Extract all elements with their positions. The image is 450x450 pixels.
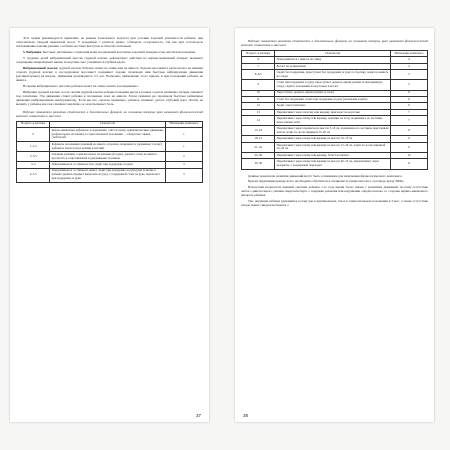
age-cell: 14 <box>242 116 275 126</box>
paragraph: Вибрация грудной клетки: после сжатия грудной клетки ребенка пальцами кисти в разных отделах ритмично пальцы смещают под лопатками. Эти движения ставят ребенка в положение лежа на животе. Затем сжимаем раз производя быстрые ритмичные движения (вибрационным инструментом). Если вы все сделали правильно, ребенок начинает делать глубокий вдох. Чтобы не вызвать у ребенка массаж слишком энергично, и он испытывает боль. <box>16 89 203 107</box>
chest-massage-paragraph <box>16 66 203 83</box>
table-row <box>242 126 428 136</box>
table-caption: Ведущие показатели развития статических и двигательных функций, на основании которых врач назначает физиологический комплекс гимнастики и массажа <box>16 109 203 118</box>
indicator-cell: Поворачивается со спины на бок; сидит при поддержке за руки <box>50 162 165 168</box>
header-indicators: Показатели <box>50 121 165 127</box>
complex-cell: 3 <box>165 162 202 168</box>
age-cell: 15–18 <box>242 126 275 136</box>
paragraph: Во время вибрационного массажа ребенок может на спине лежать и попеременно. <box>23 84 139 89</box>
paragraph: Вследствие незрелости нервной системы ребенок 1-го года жизни тесно связан с развитием движений, поэтому отсутствие любого двигательного умения свидетельствует о задержке развития или нарушении «предпосылок» со стороны нервно-мышечного аппарата ребенка. <box>241 185 428 198</box>
age-cell: 10 <box>242 90 275 96</box>
complex-cell: 6 <box>390 103 427 109</box>
complex-cell: 3 <box>165 168 202 182</box>
age-cell: 18–21 <box>242 136 275 142</box>
age-cell: 9 <box>242 80 275 90</box>
complex-cell: 2 <box>165 152 202 162</box>
indicator-cell: Перешагивает через палку или веревку, лежащие на полу, поднимаясь по лестнице переставляет ноги <box>275 116 390 126</box>
table-row <box>17 152 203 162</box>
indicator-cell: Ходит самостоятельно <box>275 103 390 109</box>
complex-cell: 7 <box>390 116 427 126</box>
paragraph: При их нарушении прежде всего необходимо обратиться к специалисту (невропатологу, ортопеду, врачу ЛФК). <box>248 179 405 184</box>
age-cell: 3–4 <box>17 162 50 168</box>
header-complex: Назначение комплекса <box>165 121 202 127</box>
header-age: Возраст, в месяцах <box>17 121 50 127</box>
complex-cell: 8 <box>390 126 427 136</box>
age-cell: 3–3,5 <box>17 152 50 162</box>
indicator-cell: Переступает, держась двумя руками за опору <box>275 90 390 96</box>
development-table-left <box>16 121 203 183</box>
complex-cell: 1 <box>165 141 202 151</box>
vibration-paragraph-2: У грудных детей вибрационный массаж грудной клетки, рефлекторно действуя на нервно-мышечный аппарат, вызывает сокращение межреберных мышц, вследствие чего усиливается глубина вдоха. <box>16 55 203 65</box>
vibration-text: Быстрые, ритмичные сотрясения кожи и подкожной клетчатки ладонной поверхностью кисти или пальцами. <box>42 50 196 55</box>
age-cell: 1–2,5 <box>17 141 50 151</box>
age-cell: 11 <box>242 96 275 102</box>
indicator-cell: Рефлексы положения (лежащий на животе, вторично поднимает и удерживает голову), рефлексы плача (опора руками и ногами) <box>50 141 165 151</box>
complex-cell: 5 <box>390 80 427 90</box>
table-row <box>242 159 428 169</box>
indicator-cell: Перешагивает через предметы на высоте 5-10 см, поднимаясь по лестнице приставным шагом, ходит по доске шириной 15–20 см <box>275 126 390 136</box>
table-row <box>242 70 428 80</box>
right-page <box>235 28 434 422</box>
table-row <box>242 116 428 126</box>
complex-cell: 4 <box>390 57 427 63</box>
indicator-cell: Перешагивает через палку или веревку на высоте 15–20 см, ходит по доске шириной 15–20 см <box>275 142 390 152</box>
header-age: Возраст, в месяцах <box>242 51 275 57</box>
table-row <box>242 142 428 152</box>
complex-cell: 1 <box>165 127 202 141</box>
chest-massage-heading: Вибрационный массаж <box>23 65 58 70</box>
indicator-cell: Стоит при поддержке за руку, переступает, держась двумя руками за неподвижную опору, сидит в положении на корточках и встает <box>275 80 390 90</box>
intro-paragraph: Этот прием рекомендуется применять не раньше 4-месячного возраста при условии хорошей упитанности ребенка, при относительно твердой мышечной массе. У младенцев с рахитом нужно соблюдать осторожность, так как при остеопорозе поглаживание ключиц ранним, особенно костных выступов и областях позвонков. <box>16 36 203 49</box>
age-cell: 13 <box>242 109 275 115</box>
complex-cell: 7 <box>390 109 427 115</box>
age-cell: 21–24 <box>242 142 275 152</box>
indicator-cell: Сидит без поддержки, переступает без поддержки за руку по бортику, лежит на животе на опоре <box>275 70 390 80</box>
development-table-right <box>241 50 428 170</box>
page-number: 37 <box>195 413 201 418</box>
complex-cell: 9 <box>390 142 427 152</box>
indicator-cell: Перешагивает через палку или веревку, бегает на пятках <box>275 153 390 159</box>
paragraph: Так, неумение ребенка удерживать голову как в вертикальном, так и в горизонтальном положении в 3 мес, а также отсутствие опоры может свидетельствовать о <box>241 199 428 208</box>
age-cell: 4–5,5 <box>17 168 50 182</box>
age-cell: 8–8,5 <box>242 70 275 80</box>
indicator-cell: Стоит без поддержки, ходит при поддержке за руку (начальная ходьба) <box>275 96 390 102</box>
complex-cell: 11 <box>390 159 427 169</box>
indicator-cell: Кожно-мышечные рефлексы: поддержание, ответ на кожу, ориентировочные движения, (рефлекторное ползание), в горизонтальном положении — гипертонус мышц сгибателей <box>50 127 165 141</box>
complex-cell: 6 <box>390 90 427 96</box>
age-cell: 24–30 <box>242 153 275 159</box>
indicator-cell: Перешагивает через палочку или веревку, приседает на корточки <box>275 109 390 115</box>
table-row <box>17 168 203 182</box>
page-number: 38 <box>243 413 249 418</box>
table-row <box>17 141 203 151</box>
indicator-cell: Опорные реакции, горизонтальное положение (на руке), держит голову на животе, прочность и сопротивления и удерживание туловища <box>50 152 165 162</box>
chest-massage-text: грудной клетки. Ребенок лежит на спине или на животе. Ладони массажиста располагают на нижних отделах грудной клетки; в последующем массажист поднимает ладони, производя ими быстрые вибрирующие движения (респираторные) на выдохе. Движения производятся 3-5 раз. Возможно применение этого приема и при положении ребенка на животе. <box>16 65 203 83</box>
age-cell: 30–36 <box>242 159 275 169</box>
vibration-heading: 5. Вибрация. <box>23 50 42 55</box>
table-caption: Ведущие показатели развития статических и двигательных функций, на основании которых врач назначает физиологический комплекс гимнастики и массажа <box>241 39 428 47</box>
left-page <box>10 28 209 422</box>
complex-cell: 5 <box>390 70 427 80</box>
table-row <box>242 80 428 90</box>
table-row <box>17 127 203 141</box>
indicator-cell: Перешагивает через палку или веревку на высоте 10–15 см <box>275 136 390 142</box>
complex-cell: 9 <box>390 136 427 142</box>
indicator-cell: Поворачивается со спины на живот, сидит при поддержке за руки (при попытке в ребенке держать предмет выпускать из рук), с поддержкой стоит на руке, перелезает при поддержке за руки <box>50 168 165 182</box>
vibration-paragraph <box>16 50 203 54</box>
header-complex: Назначение комплекса <box>390 51 427 57</box>
indicator-cell: Встает на четвереньки <box>275 63 390 69</box>
age-cell: 0 <box>17 127 50 141</box>
header-indicators: Показатели <box>275 51 390 57</box>
indicator-cell: Поворачивается с живота на спину <box>275 57 390 63</box>
complex-cell: 6 <box>390 96 427 102</box>
indicator-cell: Перешагивает через палку или веревку на высоте 20–25 см, перешагивает через предметы, с поддержкой переходит <box>275 159 390 169</box>
age-cell: 6 <box>242 57 275 63</box>
age-cell: 7 <box>242 63 275 69</box>
paragraph: Данные показатели развития движений могут быть основанием для назначения физиологического комплекса. <box>248 173 403 178</box>
complex-cell: 4 <box>390 63 427 69</box>
age-cell: 12 <box>242 103 275 109</box>
complex-cell: 10 <box>390 153 427 159</box>
